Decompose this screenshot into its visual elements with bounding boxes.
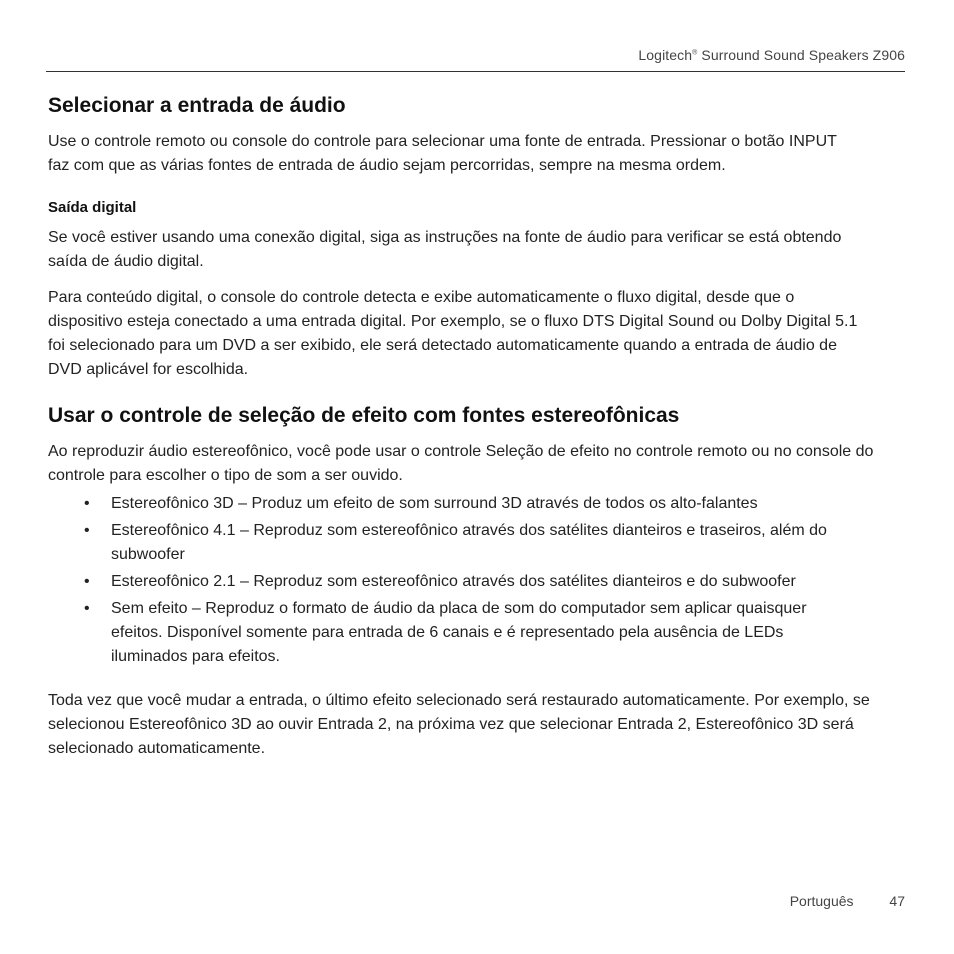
subsection-title-digital-output: Saída digital <box>48 199 137 216</box>
header-product: Surround Sound Speakers Z906 <box>697 47 905 63</box>
list-item-text: Estereofônico 4.1 – Reproduz som estereofônico através dos satélites dianteiros e traseiros, além do subwoofer <box>111 522 827 563</box>
list-item-text: Estereofônico 2.1 – Reproduz som estereofônico através dos satélites dianteiros e do subwoofer <box>111 573 796 590</box>
page-number: 47 <box>889 893 905 909</box>
effect-list <box>48 492 908 669</box>
bullet: • <box>84 600 90 617</box>
list-item <box>48 492 908 516</box>
section-title-audio-input: Selecionar a entrada de áudio <box>48 94 346 117</box>
page-content <box>48 92 908 773</box>
digital-output-paragraph-1: Se você estiver usando uma conexão digital, siga as instruções na fonte de áudio para verificar se está obtendo saída de áudio digital. <box>48 229 842 270</box>
section-title-effect-selection: Usar o controle de seleção de efeito com fontes estereofônicas <box>48 404 680 427</box>
list-item <box>48 597 861 669</box>
list-item <box>48 570 801 594</box>
header-rule <box>46 71 905 72</box>
running-header <box>638 47 905 63</box>
digital-output-paragraph-2: Para conteúdo digital, o console do controle detecta e exibe automaticamente o fluxo digital, desde que o dispositivo esteja conectado a uma entrada digital. Por exemplo, se o fluxo DTS Digital Sound ou Dolby Digital 5.1 foi selecionado para um DVD a ser exibido, ele será detectado automaticamente quando a entrada de áudio de DVD aplicável for escolhida. <box>48 289 858 378</box>
bullet: • <box>84 573 90 590</box>
closing-paragraph: Toda vez que você mudar a entrada, o último efeito selecionado será restaurado automaticamente. Por exemplo, se selecionou Estereofônico 3D ao ouvir Entrada 2, na próxima vez que selecionar Entrada 2, Estereofônico 3D será selecionado automaticamente. <box>48 692 870 757</box>
registered-mark: ® <box>692 49 698 57</box>
list-item <box>48 519 881 567</box>
footer-language: Português <box>789 893 854 909</box>
list-item-text: Sem efeito – Reproduz o formato de áudio da placa de som do computador sem aplicar quaisquer efeitos. Disponível somente para entrada de 6 canais e é representado pela ausência de LEDs iluminados para efeitos. <box>111 600 807 665</box>
effect-intro-paragraph: Ao reproduzir áudio estereofônico, você pode usar o controle Seleção de efeito no controle remoto ou no console do controle para escolher o tipo de som a ser ouvido. <box>48 443 874 484</box>
page-footer <box>790 893 905 909</box>
bullet: • <box>84 522 90 539</box>
bullet: • <box>84 495 90 512</box>
header-brand: Logitech <box>638 47 693 63</box>
audio-input-paragraph: Use o controle remoto ou console do controle para selecionar uma fonte de entrada. Pressionar o botão INPUT faz com que as várias fontes de entrada de áudio sejam percorridas, sempre na mesma ordem. <box>48 133 837 174</box>
list-item-text: Estereofônico 3D – Produz um efeito de som surround 3D através de todos os alto-falantes <box>111 495 758 512</box>
